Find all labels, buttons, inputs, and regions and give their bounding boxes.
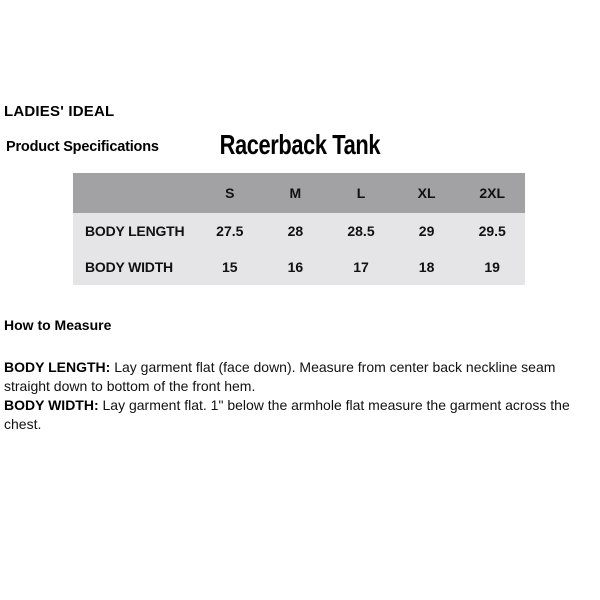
body-length-s: 27.5: [216, 223, 244, 239]
table-row-body-width: [73, 249, 525, 285]
table-row-body-length: [73, 213, 525, 249]
product-title-text: Racerback Tank: [219, 129, 381, 160]
instruction-body-width-text: Lay garment flat. 1" below the armhole flat measure the garment across the chest.: [4, 397, 570, 432]
size-col-s: S: [225, 185, 235, 201]
body-length-l: 28.5: [347, 223, 375, 239]
brand-label: LADIES' IDEAL: [4, 103, 115, 120]
body-width-2xl: 19: [484, 259, 500, 275]
spec-table-corner-cell: [73, 173, 197, 213]
instruction-body-width: [4, 396, 598, 434]
instruction-body-width-term: BODY WIDTH:: [4, 397, 99, 413]
instruction-body-length-term: BODY LENGTH:: [4, 359, 111, 375]
body-width-xl: 18: [418, 259, 435, 275]
size-col-2xl: 2XL: [479, 185, 506, 201]
body-length-m: 28: [287, 223, 304, 239]
instruction-body-length-text: Lay garment flat (face down). Measure from center back neckline seam straight down to bottom of the front hem.: [4, 359, 556, 394]
size-col-m: M: [289, 185, 302, 201]
size-col-l: L: [356, 185, 366, 201]
how-to-measure-heading: How to Measure: [4, 317, 112, 333]
row-label-body-length: BODY LENGTH: [85, 223, 185, 239]
size-header-row: [73, 173, 525, 213]
body-length-xl: 29: [418, 223, 435, 239]
row-label-body-width: BODY WIDTH: [85, 259, 173, 275]
spec-table-body: [73, 213, 525, 285]
spec-table: [73, 173, 525, 285]
body-length-2xl: 29.5: [478, 223, 506, 239]
spec-table-header: [73, 173, 525, 213]
instruction-body-length: [4, 358, 598, 396]
section-label: Product Specifications: [6, 139, 159, 155]
body-width-m: 16: [287, 259, 304, 275]
body-width-s: 15: [222, 259, 238, 275]
size-col-xl: XL: [417, 185, 436, 201]
body-width-l: 17: [353, 259, 369, 275]
